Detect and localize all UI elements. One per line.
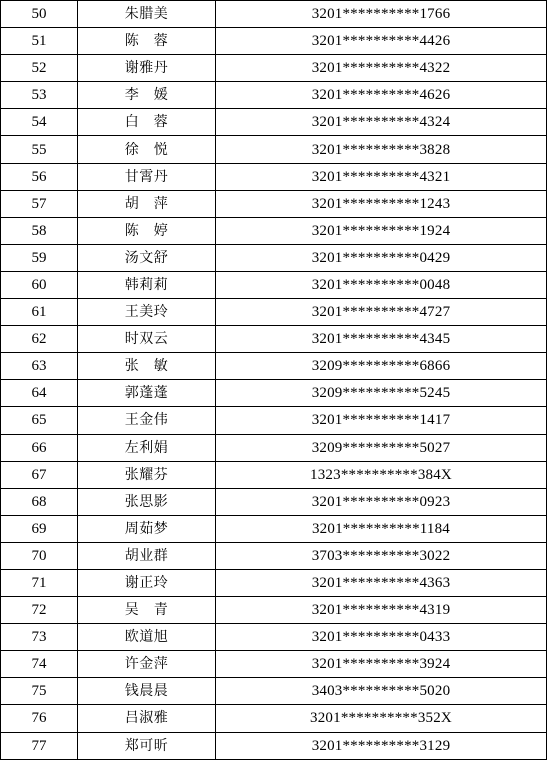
- person-name: 李 媛: [78, 82, 216, 109]
- table-row: [1, 542, 547, 569]
- id-number: 3201**********4727: [216, 299, 547, 326]
- id-number: 3201**********1417: [216, 407, 547, 434]
- person-name: 王美玲: [78, 299, 216, 326]
- id-number: 3201**********0923: [216, 488, 547, 515]
- table-row: [1, 190, 547, 217]
- row-number: 76: [1, 705, 78, 732]
- row-number: 77: [1, 732, 78, 759]
- table-row: [1, 461, 547, 488]
- row-number: 57: [1, 190, 78, 217]
- table-row: [1, 244, 547, 271]
- table-row: [1, 624, 547, 651]
- person-name: 时双云: [78, 326, 216, 353]
- person-name: 欧道旭: [78, 624, 216, 651]
- person-name: 王金伟: [78, 407, 216, 434]
- table-row: [1, 82, 547, 109]
- person-name: 吕淑雅: [78, 705, 216, 732]
- id-number: 3201**********4363: [216, 569, 547, 596]
- person-name: 胡 萍: [78, 190, 216, 217]
- row-number: 63: [1, 353, 78, 380]
- person-name: 左利娟: [78, 434, 216, 461]
- person-name: 甘霄丹: [78, 163, 216, 190]
- id-number: 3201**********3828: [216, 136, 547, 163]
- person-name: 陈 婷: [78, 217, 216, 244]
- person-name: 朱腊美: [78, 1, 216, 28]
- table-row: [1, 28, 547, 55]
- person-name: 张耀芬: [78, 461, 216, 488]
- table-row: [1, 326, 547, 353]
- row-number: 67: [1, 461, 78, 488]
- table-row: [1, 353, 547, 380]
- row-number: 71: [1, 569, 78, 596]
- table-row: [1, 569, 547, 596]
- id-number: 3209**********5027: [216, 434, 547, 461]
- table-row: [1, 597, 547, 624]
- id-number: 3201**********4319: [216, 597, 547, 624]
- row-number: 69: [1, 515, 78, 542]
- row-number: 51: [1, 28, 78, 55]
- table-row: [1, 434, 547, 461]
- id-number: 3201**********4322: [216, 55, 547, 82]
- id-number: 3201**********4321: [216, 163, 547, 190]
- row-number: 52: [1, 55, 78, 82]
- table-row: [1, 136, 547, 163]
- table-row: [1, 732, 547, 759]
- id-number: 3201**********4626: [216, 82, 547, 109]
- row-number: 74: [1, 651, 78, 678]
- person-name: 张 敏: [78, 353, 216, 380]
- id-number: 3201**********1184: [216, 515, 547, 542]
- table-row: [1, 1, 547, 28]
- table-row: [1, 488, 547, 515]
- row-number: 61: [1, 299, 78, 326]
- person-name: 周茹梦: [78, 515, 216, 542]
- row-number: 58: [1, 217, 78, 244]
- person-name: 钱晨晨: [78, 678, 216, 705]
- id-number: 1323**********384X: [216, 461, 547, 488]
- person-name: 汤文舒: [78, 244, 216, 271]
- person-name: 张思影: [78, 488, 216, 515]
- person-name: 吴 青: [78, 597, 216, 624]
- row-number: 64: [1, 380, 78, 407]
- id-number: 3201**********3924: [216, 651, 547, 678]
- table-row: [1, 678, 547, 705]
- id-number: 3201**********0429: [216, 244, 547, 271]
- table-row: [1, 55, 547, 82]
- id-number: 3201**********0433: [216, 624, 547, 651]
- table-row: [1, 705, 547, 732]
- id-number: 3201**********4426: [216, 28, 547, 55]
- row-number: 73: [1, 624, 78, 651]
- table-row: [1, 109, 547, 136]
- row-number: 50: [1, 1, 78, 28]
- row-number: 70: [1, 542, 78, 569]
- id-number: 3201**********1243: [216, 190, 547, 217]
- id-number: 3201**********1766: [216, 1, 547, 28]
- id-number: 3201**********352X: [216, 705, 547, 732]
- id-number: 3201**********4324: [216, 109, 547, 136]
- person-name: 白 蓉: [78, 109, 216, 136]
- row-number: 72: [1, 597, 78, 624]
- id-number: 3403**********5020: [216, 678, 547, 705]
- table-row: [1, 407, 547, 434]
- table-row: [1, 651, 547, 678]
- table-row: [1, 515, 547, 542]
- row-number: 62: [1, 326, 78, 353]
- row-number: 54: [1, 109, 78, 136]
- id-number: 3209**********5245: [216, 380, 547, 407]
- person-name: 郭蓬蓬: [78, 380, 216, 407]
- table-row: [1, 217, 547, 244]
- row-number: 55: [1, 136, 78, 163]
- table-row: [1, 271, 547, 298]
- row-number: 65: [1, 407, 78, 434]
- person-name: 胡业群: [78, 542, 216, 569]
- person-name: 陈 蓉: [78, 28, 216, 55]
- id-number: 3209**********6866: [216, 353, 547, 380]
- table-row: [1, 163, 547, 190]
- id-number: 3201**********0048: [216, 271, 547, 298]
- table-row: [1, 380, 547, 407]
- row-number: 56: [1, 163, 78, 190]
- person-name: 谢雅丹: [78, 55, 216, 82]
- row-number: 60: [1, 271, 78, 298]
- id-number: 3201**********1924: [216, 217, 547, 244]
- id-number: 3201**********4345: [216, 326, 547, 353]
- person-name: 谢正玲: [78, 569, 216, 596]
- row-number: 68: [1, 488, 78, 515]
- person-name: 许金萍: [78, 651, 216, 678]
- id-number: 3703**********3022: [216, 542, 547, 569]
- row-number: 75: [1, 678, 78, 705]
- person-name: 徐 悦: [78, 136, 216, 163]
- row-number: 59: [1, 244, 78, 271]
- roster-body: [1, 1, 547, 760]
- row-number: 66: [1, 434, 78, 461]
- id-number: 3201**********3129: [216, 732, 547, 759]
- person-name: 韩莉莉: [78, 271, 216, 298]
- row-number: 53: [1, 82, 78, 109]
- person-name: 郑可昕: [78, 732, 216, 759]
- table-row: [1, 299, 547, 326]
